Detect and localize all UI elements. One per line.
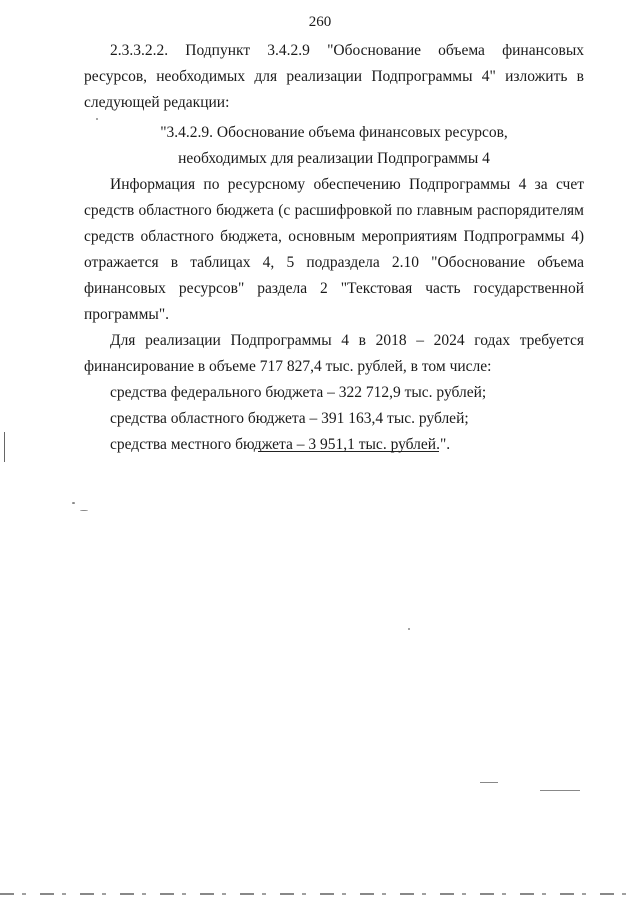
scan-speck xyxy=(480,782,498,783)
scan-bottom-noise xyxy=(0,893,640,895)
scan-artifact-edge xyxy=(4,432,5,462)
funding-item-federal: средства федерального бюджета – 322 712,9 тыс. рублей; xyxy=(110,384,487,401)
scan-speck xyxy=(540,790,580,791)
funding-paragraph: Для реализации Подпрограммы 4 в 2018 – 2024 годах требуется финансирование в объеме 717 827,4 тыс. рублей, в том числе: xyxy=(84,332,584,375)
section-title-line-1: "3.4.2.9. Обоснование объема финансовых ресурсов, xyxy=(160,124,508,141)
document-body xyxy=(84,38,584,458)
section-title-line-2: необходимых для реализации Подпрограммы 4 xyxy=(178,150,490,167)
scan-speck xyxy=(72,502,75,504)
scan-speck xyxy=(96,118,98,120)
intro-paragraph: 2.3.3.2.2. Подпункт 3.4.2.9 "Обоснование объема финансовых ресурсов, необходимых для реализации Подпрограммы 4" изложить в следующей редакции: xyxy=(84,42,584,111)
funding-item-local: средства местного бюджета – 3 951,1 тыс. рублей.". xyxy=(110,436,451,453)
end-divider-line xyxy=(258,451,439,452)
resource-info-paragraph: Информация по ресурсному обеспечению Подпрограммы 4 за счет средств областного бюджета (с расшифровкой по главным распорядителям средств областного бюджета, основным мероприятиям Подпрограммы 4) отражается в таблицах 4, 5 подраздела 2.10 "Обоснование объема финансовых ресурсов" раздела 2 "Текстовая часть государственной программы". xyxy=(84,176,584,323)
scan-speck xyxy=(408,628,410,630)
scan-speck xyxy=(80,510,88,511)
funding-item-regional: средства областного бюджета – 391 163,4 тыс. рублей; xyxy=(110,410,469,427)
page-number: 260 xyxy=(308,14,332,30)
